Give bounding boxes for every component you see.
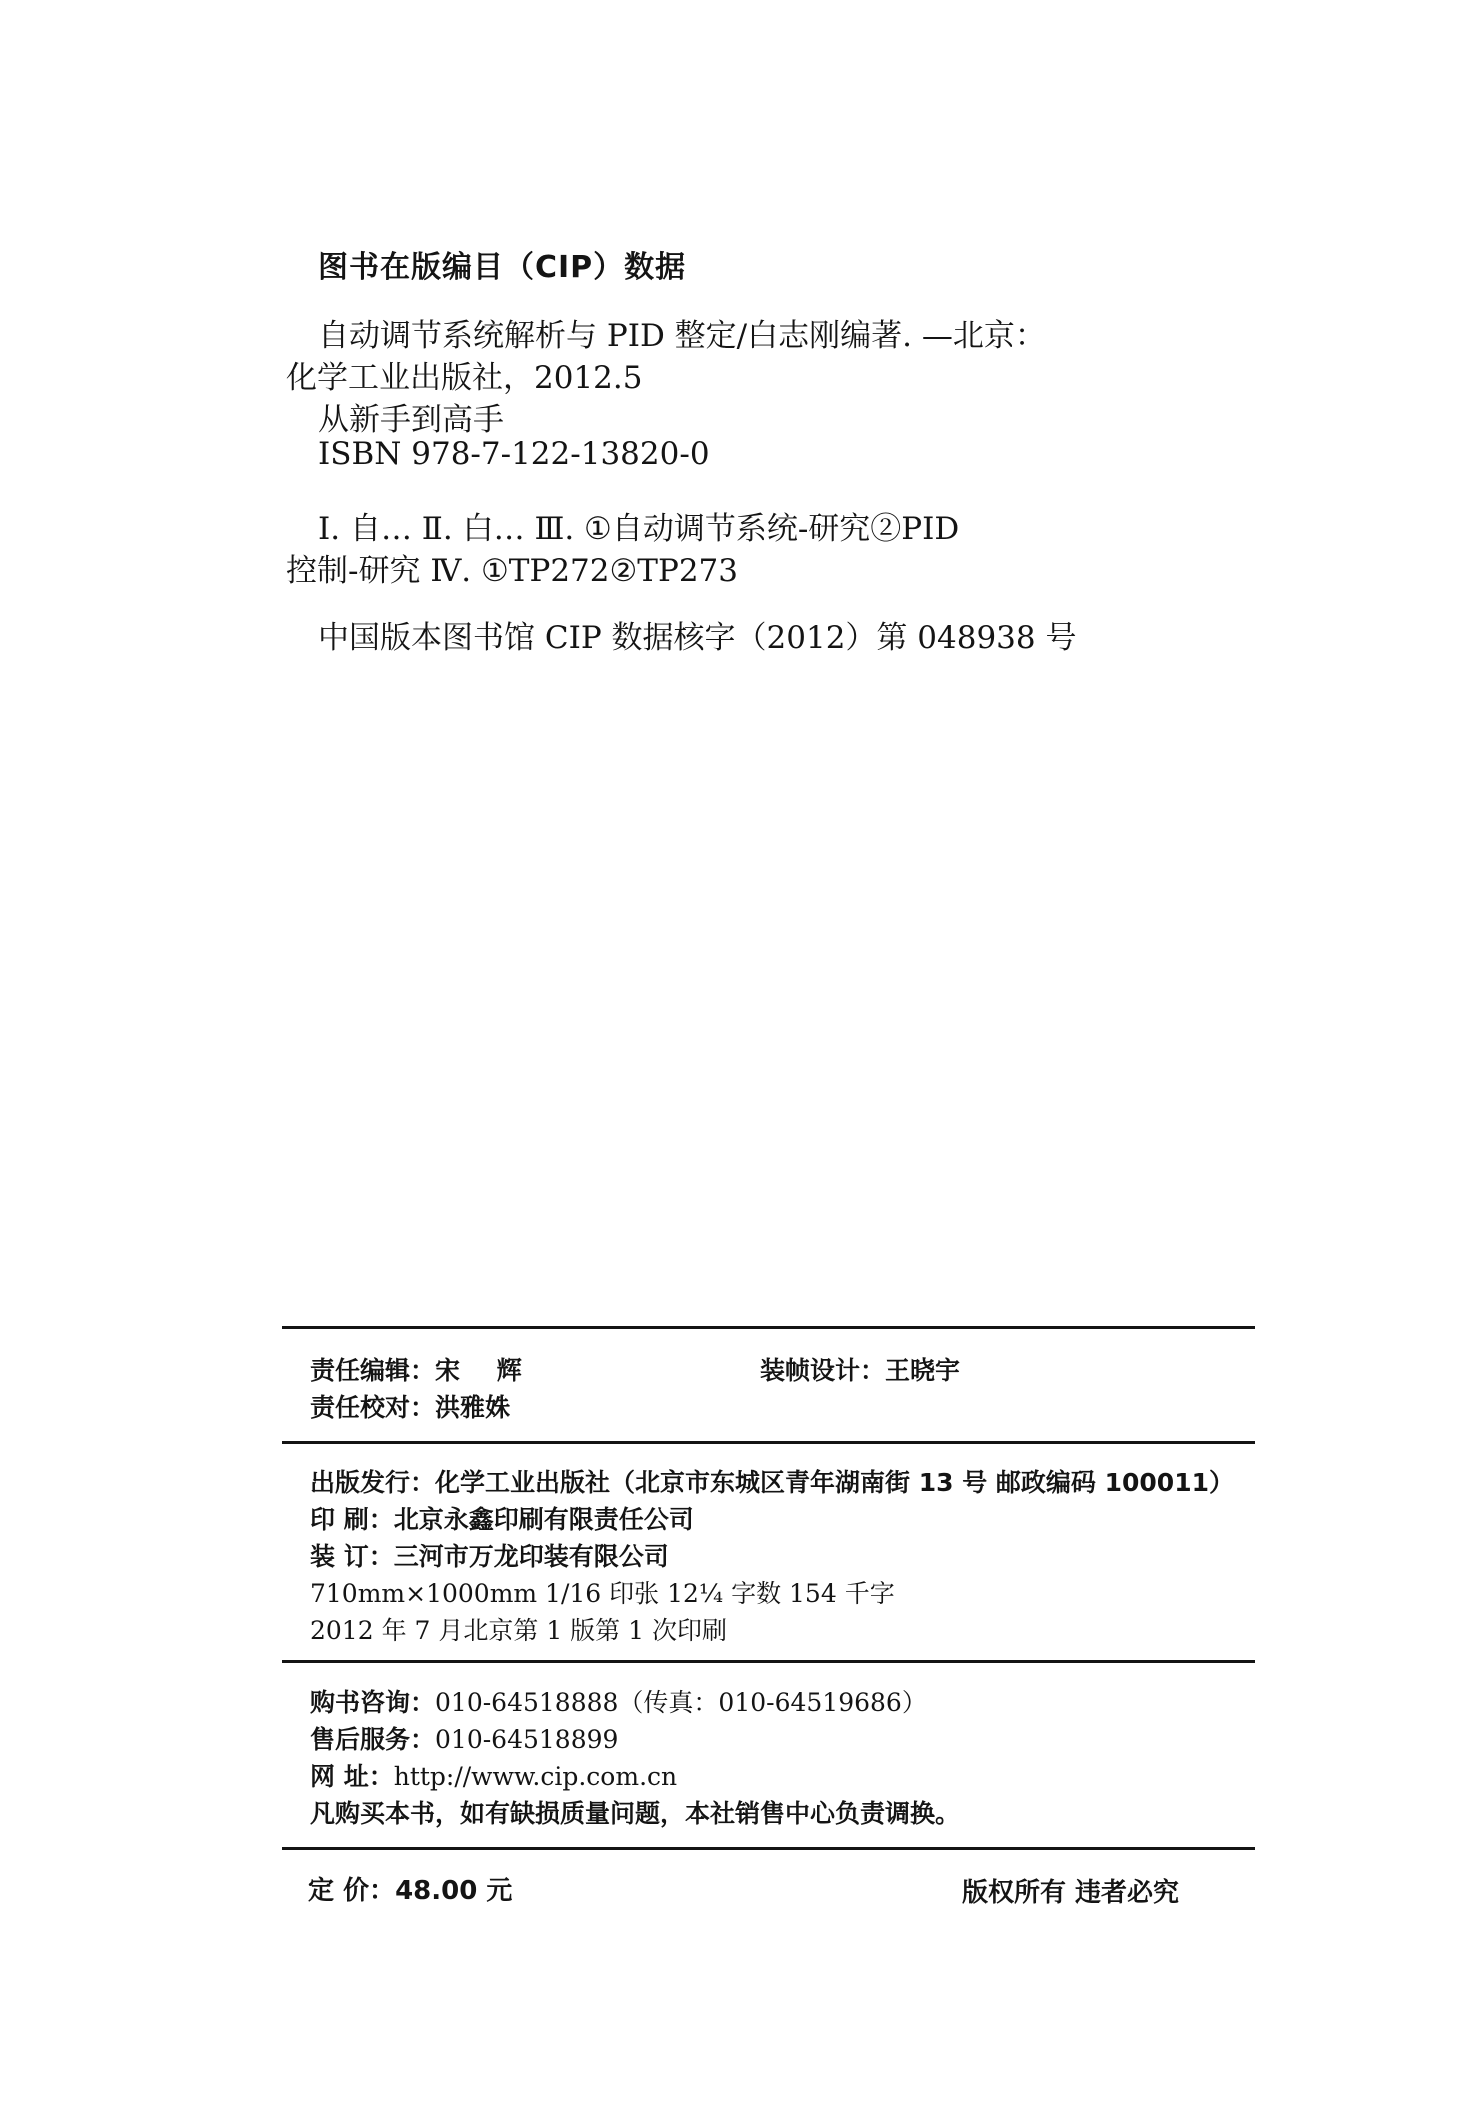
- price-value: 48.00 元: [395, 1876, 513, 1906]
- divider-rule: [282, 1660, 1255, 1663]
- edition-row: 2012 年 7 月北京第 1 版第 1 次印刷: [310, 1616, 727, 1645]
- print-row: [310, 1500, 694, 1536]
- cip-isbn-line: ISBN 978-7-122-13820-0: [318, 436, 710, 472]
- web-value: http://www.cip.com.cn: [393, 1762, 678, 1791]
- proof-name: 洪雅姝: [435, 1393, 511, 1422]
- purchase-row: [310, 1683, 927, 1719]
- exchange-notice: 凡购买本书，如有缺损质量问题，本社销售中心负责调换。: [310, 1799, 961, 1828]
- cip-title-line: 自动调节系统解析与 PID 整定/白志刚编著. —北京：: [318, 318, 1046, 354]
- price-row: [308, 1870, 512, 1907]
- price-label: 定 价：: [308, 1876, 396, 1906]
- editor-label: 责任编辑：: [310, 1356, 436, 1385]
- cip-record-line: 中国版本图书馆 CIP 数据核字（2012）第 048938 号: [318, 620, 1077, 656]
- service-value: 010-64518899: [435, 1725, 619, 1754]
- editor-name: 宋 辉: [435, 1356, 536, 1385]
- proof-row: [310, 1388, 510, 1424]
- design-label: 装帧设计：: [760, 1356, 886, 1385]
- divider-rule: [282, 1326, 1255, 1329]
- web-label: 网 址：: [310, 1762, 394, 1791]
- binding-value: 三河市万龙印装有限公司: [393, 1542, 669, 1571]
- service-row: [310, 1720, 618, 1756]
- cip-subject-line-cont: 控制-研究 Ⅳ. ①TP272②TP273: [286, 553, 738, 589]
- print-label: 印 刷：: [310, 1505, 394, 1534]
- design-row: [760, 1351, 960, 1387]
- divider-rule: [282, 1441, 1255, 1444]
- cip-heading: 图书在版编目（CIP）数据: [318, 250, 687, 285]
- web-row: [310, 1757, 677, 1793]
- binding-label: 装 订：: [310, 1542, 394, 1571]
- print-value: 北京永鑫印刷有限责任公司: [393, 1505, 694, 1534]
- editor-row: [310, 1351, 536, 1387]
- notice-row: [310, 1794, 960, 1830]
- cip-subject-line: Ⅰ. 自… Ⅱ. 白… Ⅲ. ①自动调节系统-研究②PID: [318, 511, 960, 547]
- cip-series-line: 从新手到高手: [318, 402, 504, 438]
- divider-rule: [282, 1847, 1255, 1850]
- publisher-row: [310, 1463, 1234, 1499]
- purchase-value: 010-64518888（传真：010-64519686）: [435, 1688, 927, 1717]
- cip-publisher-line: 化学工业出版社，2012.5: [286, 360, 643, 396]
- format-row: 710mm×1000mm 1/16 印张 12¼ 字数 154 千字: [310, 1579, 895, 1608]
- publisher-value: 化学工业出版社（北京市东城区青年湖南街 13 号 邮政编码 100011）: [435, 1468, 1234, 1497]
- binding-row: [310, 1537, 669, 1573]
- proof-label: 责任校对：: [310, 1393, 436, 1422]
- purchase-label: 购书咨询：: [310, 1688, 436, 1717]
- service-label: 售后服务：: [310, 1725, 436, 1754]
- design-name: 王晓宇: [885, 1356, 961, 1385]
- publisher-label: 出版发行：: [310, 1468, 436, 1497]
- rights-notice: 版权所有 违者必究: [962, 1878, 1180, 1908]
